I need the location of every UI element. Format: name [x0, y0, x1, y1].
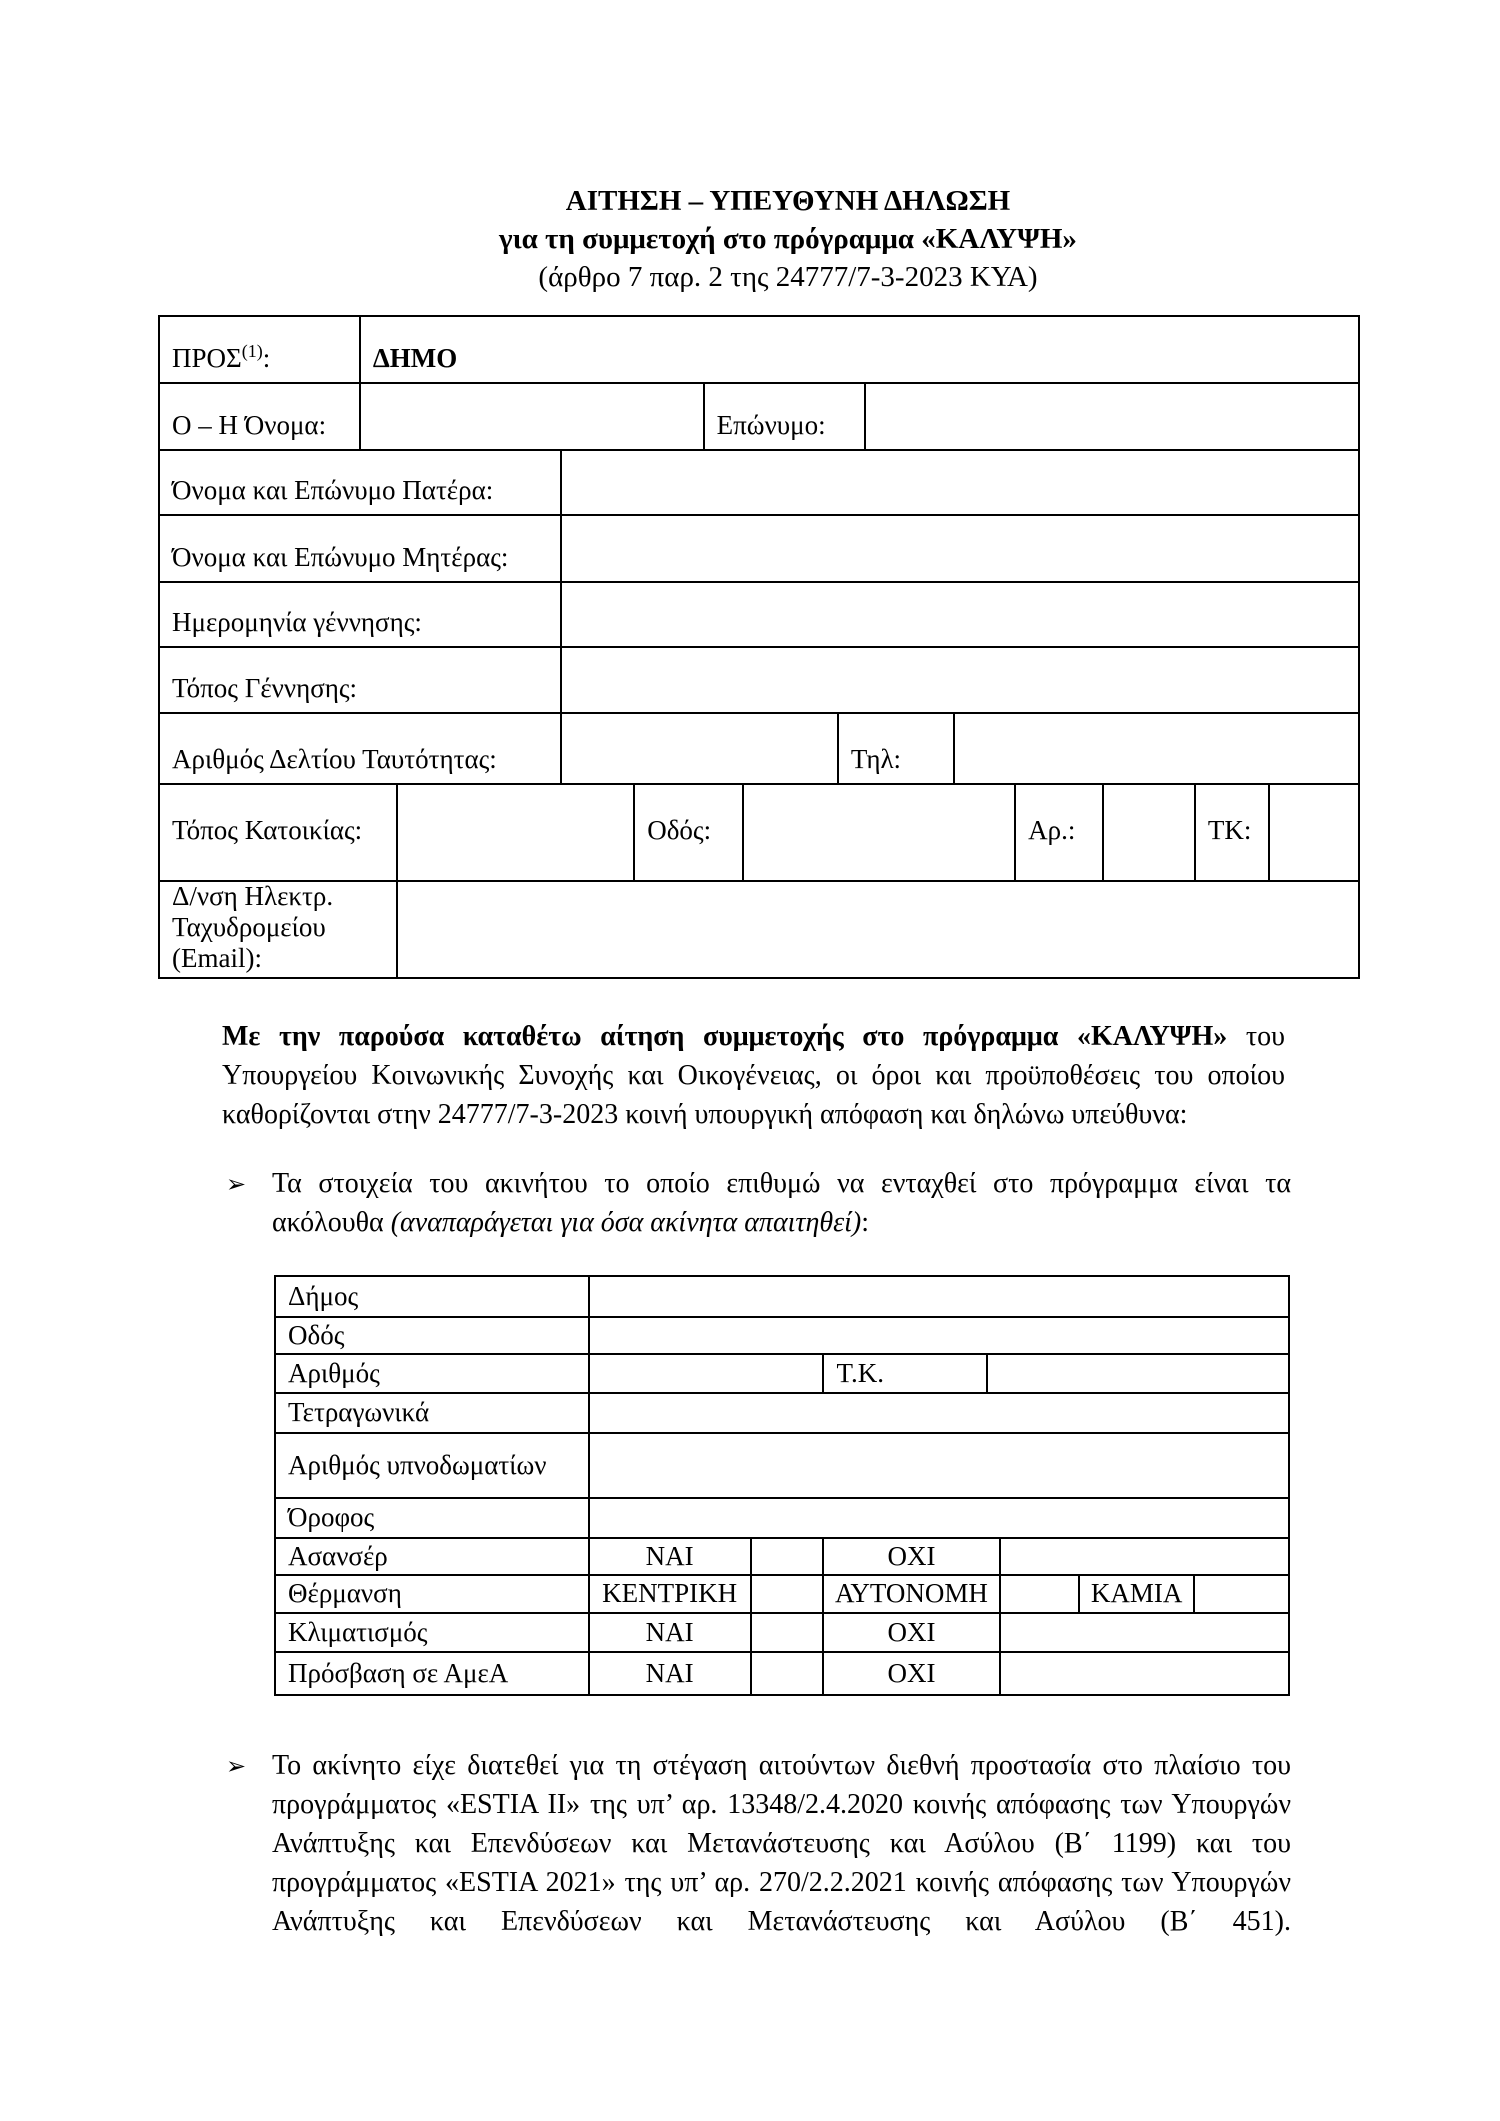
accessibility-no-checkbox-cell[interactable] — [999, 1653, 1288, 1694]
street-label: Οδός: — [633, 785, 742, 880]
accessibility-yes-checkbox-cell[interactable] — [750, 1653, 823, 1694]
table-row-id-phone — [160, 712, 1358, 783]
elevator-yes-checkbox-cell[interactable] — [750, 1539, 823, 1574]
document-title-block — [38, 182, 1500, 296]
accessibility-label: Πρόσβαση σε ΑμεΑ — [288, 1657, 509, 1688]
first-name-input-cell[interactable] — [359, 384, 703, 449]
property-bullet-paragraph — [226, 1164, 1291, 1242]
sqm-label: Τετραγωνικά — [288, 1397, 430, 1427]
table-row-sqm — [276, 1392, 1288, 1432]
birthdate-label: Ημερομηνία γέννησης: — [172, 607, 422, 637]
table-row-birthplace — [160, 646, 1358, 712]
bedrooms-label: Αριθμός υπνοδωματίων — [288, 1449, 547, 1480]
accessibility-yes-label: ΝΑΙ — [588, 1653, 750, 1694]
property-postcode-input-cell[interactable] — [986, 1355, 1288, 1392]
email-input-cell[interactable] — [396, 882, 1358, 977]
aircondition-yes-label: ΝΑΙ — [588, 1614, 750, 1651]
heating-autonomous-label: ΑΥΤΟΝΟΜΗ — [822, 1576, 998, 1612]
postcode-label: ΤΚ: — [1194, 785, 1268, 880]
table-row-municipality — [276, 1277, 1288, 1316]
father-name-label: Όνομα και Επώνυμο Πατέρα: — [172, 475, 494, 505]
email-label: Δ/νση Ηλεκτρ. Ταχυδρομείου (Email): — [172, 882, 334, 973]
pros-label: ΠΡΟΣ$^{(1)}$: — [172, 341, 271, 373]
table-row-street — [276, 1316, 1288, 1353]
table-row-name — [160, 382, 1358, 449]
table-row-floor — [276, 1497, 1288, 1537]
elevator-label: Ασανσέρ — [288, 1540, 388, 1571]
residence-input-cell[interactable] — [396, 785, 633, 880]
elevator-no-checkbox-cell[interactable] — [999, 1539, 1288, 1574]
page-title: ΑΙΤΗΣΗ – ΥΠΕΥΘΥΝΗ ΔΗΛΩΣΗ — [565, 185, 1011, 217]
elevator-no-label: ΟΧΙ — [822, 1539, 998, 1574]
accessibility-no-label: ΟΧΙ — [822, 1653, 998, 1694]
bullet1-italic-note: (αναπαράγεται για όσα ακίνητα απαιτηθεί) — [390, 1207, 862, 1238]
sqm-input-cell[interactable] — [588, 1394, 1288, 1432]
arrow-bullet-icon: ➢ — [226, 1170, 247, 1198]
aircondition-no-checkbox-cell[interactable] — [999, 1614, 1288, 1651]
aircondition-no-label: ΟΧΙ — [822, 1614, 998, 1651]
table-row-mother — [160, 514, 1358, 581]
birthplace-input-cell[interactable] — [560, 648, 1358, 712]
intro-rest-text: του Υπουργείου Κοινωνικής Συνοχής και Οικογένειας, οι όροι και προϋποθέσεις του οποίου καθορίζονται στην 24777/7-3-2023 κοινή υπουργική απόφαση και δηλώνω υπεύθυνα: — [222, 1021, 1285, 1130]
pros-value-cell[interactable]: ΔΗΜΟ — [359, 317, 1358, 382]
id-number-label: Αριθμός Δελτίου Ταυτότητας: — [172, 744, 497, 774]
intro-paragraph — [222, 1017, 1285, 1134]
phone-input-cell[interactable] — [953, 714, 1358, 783]
property-table — [274, 1275, 1290, 1696]
heating-none-label: ΚΑΜΙΑ — [1078, 1576, 1192, 1612]
table-row-bedrooms — [276, 1432, 1288, 1497]
page-subtitle: για τη συμμετοχή στο πρόγραμμα «ΚΑΛΥΨΗ» — [499, 223, 1077, 255]
applicant-table — [158, 315, 1360, 979]
bullet2-text: Το ακίνητο είχε διατεθεί για τη στέγαση αιτούντων διεθνή προστασία στο πλαίσιο του προγράμματος «ESTIA II» της υπ’ αρ. 13348/2.4.2020 κοινής απόφασης των Υπουργών Ανάπτυξης και Επενδύσεων και Μετανάστευσης και Ασύλου (Β΄ 1199) και του προγράμματος «ESTIA 2021» της υπ’ αρ. 270/2.2.2021 κοινής απόφασης των Υπουργών Ανάπτυξης και Επενδύσεων και Μετανάστευσης και Ασύλου (Β΄ 451). — [272, 1750, 1291, 1937]
birthdate-input-cell[interactable] — [560, 583, 1358, 646]
phone-label: Τηλ: — [837, 714, 953, 783]
floor-label: Όροφος — [288, 1502, 375, 1532]
table-row-heating — [276, 1574, 1288, 1612]
property-postcode-label: Τ.Κ. — [822, 1355, 986, 1392]
mother-name-label: Όνομα και Επώνυμο Μητέρας: — [172, 542, 509, 572]
birthplace-label: Τόπος Γέννησης: — [172, 673, 358, 703]
table-row-accessibility — [276, 1651, 1288, 1694]
elevator-yes-label: ΝΑΙ — [588, 1539, 750, 1574]
aircondition-label: Κλιματισμός — [288, 1616, 428, 1647]
father-name-input-cell[interactable] — [560, 451, 1358, 514]
estia-history-bullet-paragraph — [226, 1746, 1291, 1941]
table-row-email — [160, 880, 1358, 977]
arrow-bullet-icon: ➢ — [226, 1752, 247, 1780]
footnote-ref-1: (1) — [241, 341, 263, 361]
mother-name-input-cell[interactable] — [560, 516, 1358, 581]
table-row-aircondition — [276, 1612, 1288, 1651]
street-input-cell[interactable] — [742, 785, 1014, 880]
surname-label: Επώνυμο: — [703, 384, 865, 449]
street-no-label: Αρ.: — [1014, 785, 1101, 880]
heating-central-label: ΚΕΝΤΡΙΚΗ — [588, 1576, 750, 1612]
street-no-input-cell[interactable] — [1102, 785, 1194, 880]
bullet1-text: Τα στοιχεία του ακινήτου το οποίο επιθυμώ να ενταχθεί στο πρόγραμμα είναι τα ακόλουθα — [272, 1168, 1291, 1238]
intro-bold-text: Με την παρούσα καταθέτω αίτηση συμμετοχής στο πρόγραμμα «ΚΑΛΥΨΗ» — [222, 1021, 1228, 1052]
bullet1-tail: : — [861, 1207, 870, 1238]
surname-input-cell[interactable] — [864, 384, 1358, 449]
residence-label: Τόπος Κατοικίας: — [172, 815, 363, 845]
postcode-input-cell[interactable] — [1268, 785, 1358, 880]
table-row-elevator — [276, 1537, 1288, 1574]
aircondition-yes-checkbox-cell[interactable] — [750, 1614, 823, 1651]
floor-input-cell[interactable] — [588, 1499, 1288, 1537]
table-row-number-postcode — [276, 1353, 1288, 1392]
property-street-label: Οδός — [288, 1319, 345, 1350]
heating-autonomous-checkbox-cell[interactable] — [999, 1576, 1079, 1612]
municipality-label: Δήμος — [288, 1280, 359, 1311]
property-number-label: Αριθμός — [288, 1357, 380, 1388]
property-street-input-cell[interactable] — [588, 1318, 1288, 1353]
heating-none-checkbox-cell[interactable] — [1193, 1576, 1288, 1612]
table-row-birthdate — [160, 581, 1358, 646]
table-row-pros — [160, 317, 1358, 382]
heating-central-checkbox-cell[interactable] — [750, 1576, 823, 1612]
bedrooms-input-cell[interactable] — [588, 1434, 1288, 1497]
table-row-father — [160, 449, 1358, 514]
table-row-residence — [160, 783, 1358, 880]
heating-label: Θέρμανση — [288, 1578, 402, 1608]
id-number-input-cell[interactable] — [560, 714, 837, 783]
municipality-input-cell[interactable] — [588, 1277, 1288, 1316]
property-number-input-cell[interactable] — [588, 1355, 823, 1392]
page-subtitle-legal-ref: (άρθρο 7 παρ. 2 της 24777/7-3-2023 ΚΥΑ) — [538, 261, 1038, 293]
first-name-label: Ο – Η Όνομα: — [172, 410, 327, 440]
